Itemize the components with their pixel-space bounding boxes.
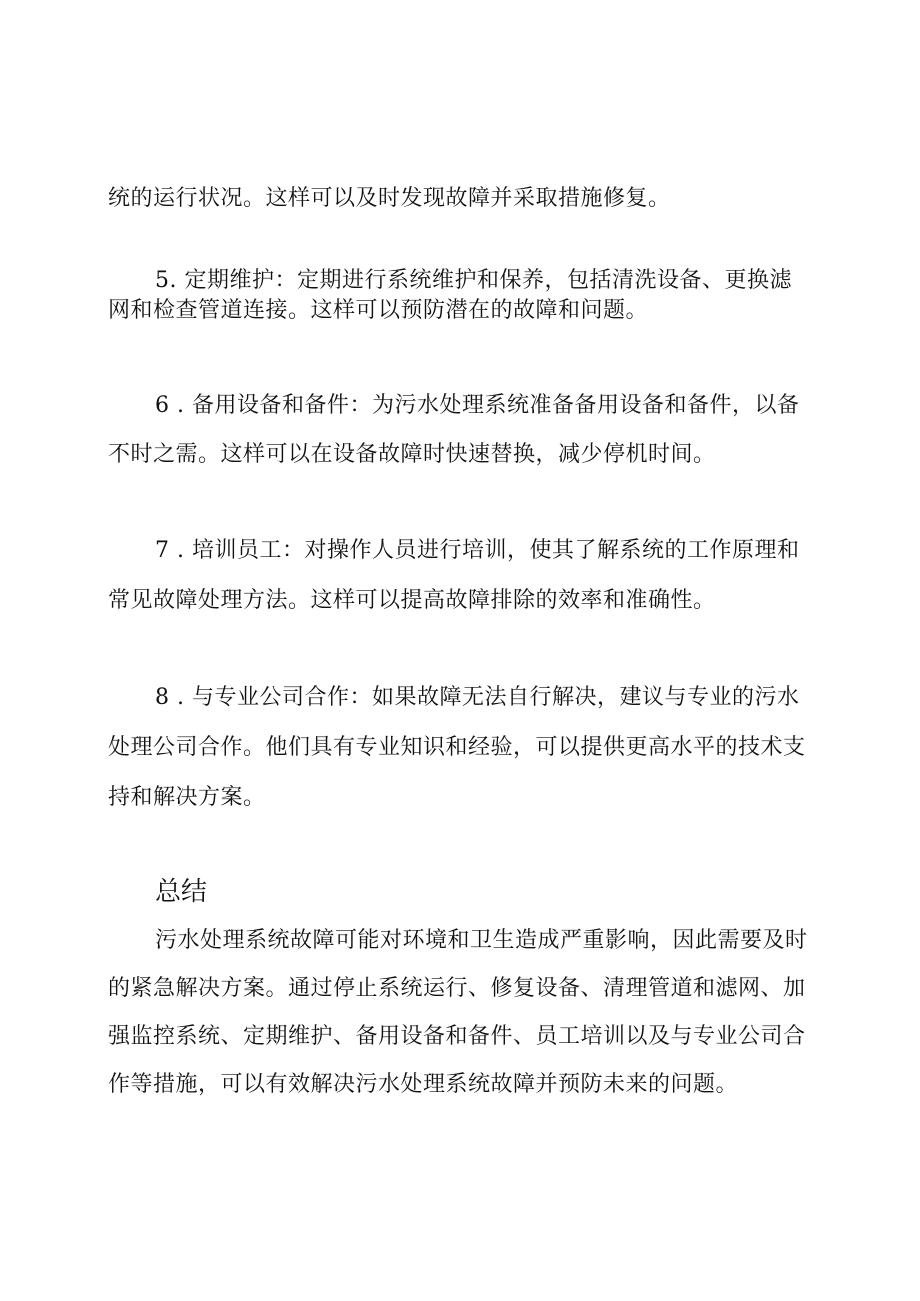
item-7-line-2: 常见故障处理方法。这样可以提高故障排除的效率和准确性。 [108,588,716,613]
summary-line-3: 强监控系统、定期维护、备用设备和备件、员工培训以及与专业公司合 [108,1024,806,1049]
item-6-line-2: 不时之需。这样可以在设备故障时快速替换，减少停机时间。 [108,442,716,467]
summary-line-2: 的紧急解决方案。通过停止系统运行、修复设备、清理管道和滤网、加 [108,976,806,1001]
paragraph-continuation-line: 统的运行状况。这样可以及时发现故障并采取措施修复。 [108,186,671,211]
summary-heading: 总结 [155,877,208,907]
item-6-line-1: 6 . 备用设备和备件：为污水处理系统准备备用设备和备件，以备 [155,393,800,418]
item-7-line-1: 7 . 培训员工：对操作人员进行培训，使其了解系统的工作原理和 [155,538,800,563]
summary-line-4: 作等措施，可以有效解决污水处理系统故障并预防未来的问题。 [108,1072,739,1097]
item-8-line-2: 处理公司合作。他们具有专业知识和经验，可以提供更高水平的技术支 [108,735,806,760]
summary-line-1: 污水处理系统故障可能对环境和卫生造成严重影响，因此需要及时 [155,928,808,953]
item-8-line-1: 8 . 与专业公司合作：如果故障无法自行解决，建议与专业的污水 [155,685,800,710]
item-5-line-2: 网和检查管道连接。这样可以预防潜在的故障和问题。 [108,298,649,323]
item-5-line-1: 5. 定期维护：定期进行系统维护和保养，包括清洗设备、更换滤 [155,268,792,293]
item-8-line-3: 持和解决方案。 [108,785,266,810]
